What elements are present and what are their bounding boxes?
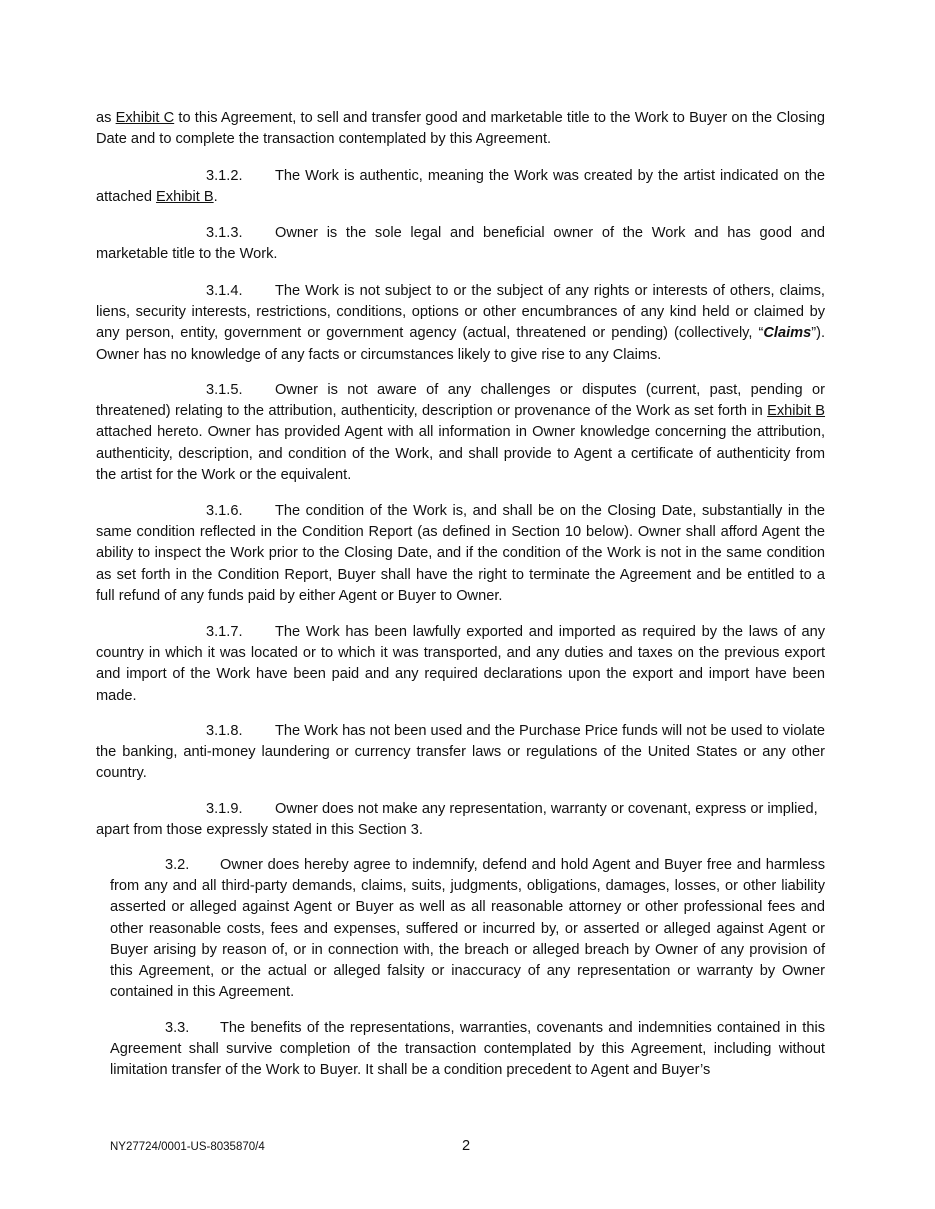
section-text: Owner does hereby agree to indemnify, defend and hold Agent and Buyer free and harmless from any and all third-party demands, claims, suits, judgments, obligations, damages, losses, or other liability asserted or alleged against Agent or Buyer as well as all reasonable attorney or other professional fees and other reasonable costs, fees and expenses, suffered or incurred by, or asserted or alleged against Agent or Buyer arising by reason of, or in connection with, the breach or alleged breach by Owner of any provision of this Agreement, or the actual or alleged falsity or inaccuracy of any representation or warranty by Owner contained in this Agreement. (110, 857, 825, 1001)
clause-3-1-4 (96, 281, 825, 366)
section-number: 3.2. (165, 857, 190, 873)
clause-3-1-9 (96, 799, 825, 841)
clause-number: 3.1.4. (206, 283, 243, 299)
clause-text-pre: The Work is not subject to or the subject of any rights or interests of others, claims, liens, security interests, restrictions, conditions, options or other encumbrances of any kind held or claimed by any person, entity, government or government agency (actual, threatened or pending) (collectively, “ (96, 283, 825, 342)
section-3-3 (110, 1018, 825, 1082)
footer-document-reference: NY27724/0001-US-8035870/4 (110, 1141, 265, 1153)
paragraph-opening (96, 108, 825, 150)
exhibit-b-reference: Exhibit B (156, 189, 214, 206)
clause-number: 3.1.2. (206, 168, 243, 184)
clause-text: The Work has been lawfully exported and imported as required by the laws of any country in which it was located or to which it was transported, and any duties and taxes on the previous export and import of the Work have been paid and any required declarations upon the export and import have been made. (96, 624, 825, 704)
clause-3-1-5 (96, 380, 825, 486)
clause-text: The Work has not been used and the Purchase Price funds will not be used to violate the banking, anti-money laundering or currency transfer laws or regulations of the United States or any other country. (96, 723, 825, 782)
clause-text: The condition of the Work is, and shall be on the Closing Date, substantially in the same condition reflected in the Condition Report (as defined in Section 10 below). Owner shall afford Agent the ability to inspect the Work prior to the Closing Date, and if the condition of the Work is not in the same condition as set forth in the Condition Report, Buyer shall have the right to terminate the Agreement and be entitled to a full refund of any funds paid by either Agent or Buyer to Owner. (96, 503, 825, 604)
clause-3-1-2 (96, 166, 825, 208)
section-3-2 (110, 855, 825, 1003)
clause-text-pre: Owner is not aware of any challenges or disputes (current, past, pending or threatened) relating to the attribution, authenticity, description or provenance of the Work as set forth in (96, 382, 825, 420)
clause-3-1-8 (96, 721, 825, 785)
section-text: The benefits of the representations, warranties, covenants and indemnities contained in this Agreement shall survive completion of the transaction contemplated by this Agreement, including without limitation transfer of the Work to Buyer. It shall be a condition precedent to Agent and Buyer’s (110, 1020, 825, 1079)
opening-text-post: to this Agreement, to sell and transfer good and marketable title to the Work to Buyer on the Closing Date and to complete the transaction contemplated by this Agreement. (96, 110, 826, 148)
page-number: 2 (462, 1138, 471, 1154)
section-number: 3.3. (165, 1020, 190, 1036)
clause-number: 3.1.9. (206, 801, 243, 817)
clause-number: 3.1.8. (206, 723, 243, 739)
clause-text: Owner is the sole legal and beneficial owner of the Work and has good and marketable title to the Work. (96, 225, 825, 263)
clause-number: 3.1.5. (206, 382, 243, 398)
clause-text-pre: The Work is authentic, meaning the Work was created by the artist indicated on the attached (96, 168, 825, 206)
clause-number: 3.1.6. (206, 503, 243, 519)
clause-text-post: . (213, 189, 218, 206)
clause-text-post: ”). Owner has no knowledge of any facts or circumstances likely to give rise to any Claims. (96, 325, 825, 363)
clause-3-1-7 (96, 622, 825, 707)
exhibit-c-reference: Exhibit C (115, 110, 175, 126)
opening-text-pre: as (96, 110, 116, 126)
clause-text-post: attached hereto. Owner has provided Agent with all information in Owner knowledge concerning the attribution, authenticity, description, and condition of the Work, and shall provide to Agent a certificate of authenticity from the artist for the Work or the equivalent. (96, 424, 825, 483)
clause-3-1-6 (96, 501, 825, 607)
clause-number: 3.1.7. (206, 624, 243, 640)
clause-3-1-3 (96, 223, 825, 265)
clause-number: 3.1.3. (206, 225, 243, 241)
exhibit-b-reference: Exhibit B (767, 403, 826, 420)
defined-term-claims: Claims (763, 325, 812, 342)
clause-text: Owner does not make any representation, warranty or covenant, express or implied, apart from those expressly stated in this Section 3. (96, 801, 818, 839)
